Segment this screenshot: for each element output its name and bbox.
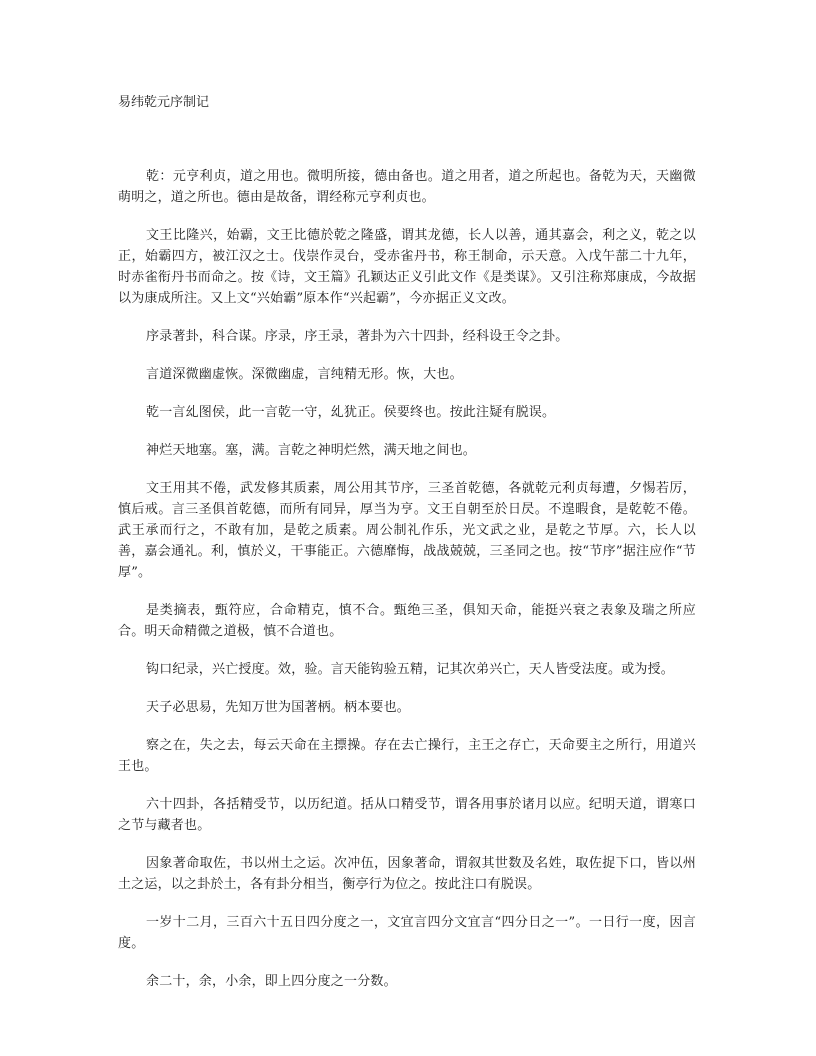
paragraph: 神烂天地塞。塞，满。言乾之神明烂然，满天地之间也。 <box>146 443 477 458</box>
paragraph: 六十四卦，各括精受节，以历纪道。括从口精受节，谓各用事於诸月以应。纪明天道，谓寒口之节与藏者也。 <box>118 797 696 833</box>
paragraph: 天子必思易，先知万世为国著柄。柄本要也。 <box>146 700 411 715</box>
paragraph: 一岁十二月，三百六十五日四分度之一，文宜言四分文宜言“四分日之一”。一日行一度，因言度。 <box>118 915 696 951</box>
paragraph: 因象著命取佐，书以州土之运。次冲伍，因象著命，谓叙其世数及名姓，取佐捉下口，皆以州土之运，以之卦於土，各有卦分相当，衡亭行为位之。按此注口有脱误。 <box>118 856 696 892</box>
document-body <box>118 166 696 1009</box>
document-title: 易纬乾元序制记 <box>118 95 210 110</box>
paragraph: 文王用其不倦，武发修其质素，周公用其节序，三圣首乾德，各就乾元利贞每遭，夕惕若厉，慎后戒。言三圣俱首乾德，而所有同异，厚当为亨。文王自朝至於日昃。不遑暇食，是乾乾不倦。武王承而行之，不敢有加，是乾之质素。周公制礼作乐，光文武之业，是乾之节厚。六，长人以善，嘉会通礼。利，慎於义，干事能正。六德靡悔，战战兢兢，三圣同之也。按“节序”据注应作“节厚”。 <box>118 481 696 580</box>
paragraph: 乾一言乣图侯，此一言乾一守，乣犹正。侯要终也。按此注疑有脱误。 <box>146 405 556 420</box>
paragraph: 钩口纪录，兴亡授度。效，验。言天能钩验五精，记其次弟兴亡，天人皆受法度。或为授。 <box>146 662 675 677</box>
paragraph: 余二十，余，小余，即上四分度之一分数。 <box>146 974 397 989</box>
paragraph: 是类摘表，甄符应，合命精克，慎不合。甄绝三圣，俱知天命，能挺兴衰之表象及瑞之所应合。明天命精微之道极，慎不合道也。 <box>118 603 696 639</box>
paragraph: 言道深微幽虚恢。深微幽虚，言纯精无形。恢，大也。 <box>146 367 463 382</box>
paragraph: 文王比隆兴，始霸，文王比德於乾之隆盛，谓其龙德，长人以善，通其嘉会，利之义，乾之以正，始霸四方，被江汉之士。伐崇作灵台，受赤雀丹书，称王制命，示天意。入戊午蔀二十九年，时赤雀衔丹书而命之。按《诗，文王篇》孔颖达正义引此文作《是类谋》。又引注称郑康成，今故据以为康成所注。又上文“兴始霸”原本作“兴起霸”，今亦据正义文改。 <box>118 228 696 306</box>
paragraph: 察之在，失之去，每云天命在主摽操。存在去亡操行，主王之存亡，天命要主之所行，用道兴王也。 <box>118 738 696 774</box>
paragraph: 乾：元亨利贞，道之用也。微明所接，德由备也。道之用者，道之所起也。备乾为天，天幽微萌明之，道之所也。德由是故备，谓经称元亨利贞也。 <box>118 169 696 205</box>
paragraph: 序录著卦，科合谋。序录，序王录，著卦为六十四卦，经科设王令之卦。 <box>146 329 569 344</box>
